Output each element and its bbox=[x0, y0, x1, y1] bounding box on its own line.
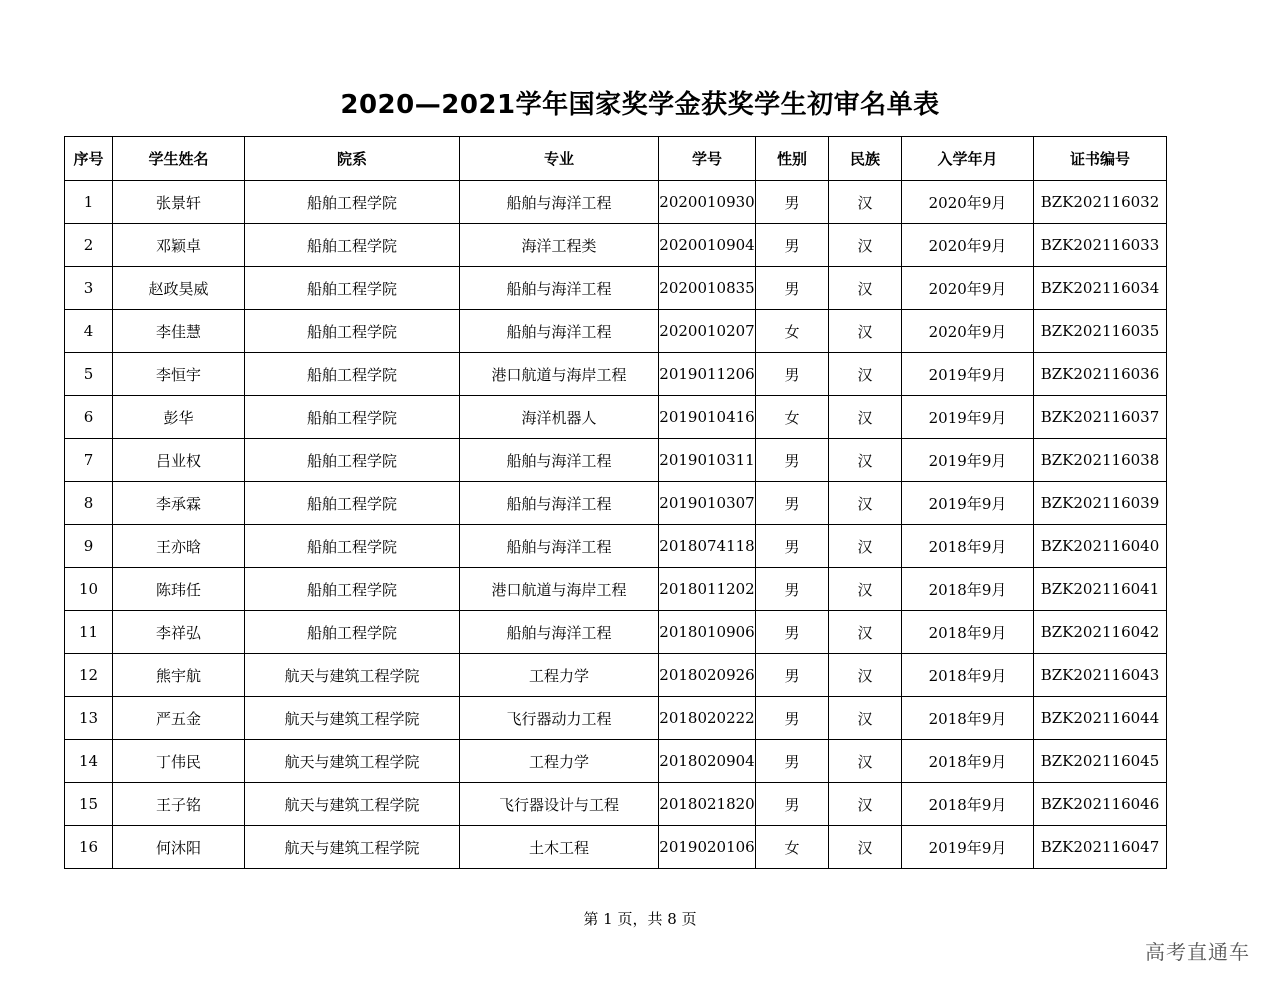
cell-gender: 男 bbox=[756, 224, 829, 267]
header-cell-name: 学生姓名 bbox=[113, 137, 245, 181]
cell-department: 船舶工程学院 bbox=[245, 310, 460, 353]
watermark: 高考直通车 bbox=[1145, 940, 1250, 964]
table-row bbox=[65, 568, 1167, 611]
header-cell-ethnicity: 民族 bbox=[829, 137, 902, 181]
cell-enrollment: 2020年9月 bbox=[902, 181, 1034, 224]
cell-name: 丁伟民 bbox=[113, 740, 245, 783]
scholarship-table bbox=[64, 136, 1167, 869]
cell-enrollment: 2019年9月 bbox=[902, 439, 1034, 482]
cell-ethnicity: 汉 bbox=[829, 396, 902, 439]
cell-student-id: 2018020926 bbox=[659, 654, 756, 697]
cell-ethnicity: 汉 bbox=[829, 568, 902, 611]
cell-gender: 女 bbox=[756, 310, 829, 353]
cell-gender: 男 bbox=[756, 697, 829, 740]
cell-ethnicity: 汉 bbox=[829, 482, 902, 525]
cell-name: 李恒宇 bbox=[113, 353, 245, 396]
cell-student-id: 2019010307 bbox=[659, 482, 756, 525]
cell-certificate: BZK202116042 bbox=[1034, 611, 1167, 654]
cell-department: 航天与建筑工程学院 bbox=[245, 697, 460, 740]
cell-certificate: BZK202116040 bbox=[1034, 525, 1167, 568]
cell-department: 航天与建筑工程学院 bbox=[245, 826, 460, 869]
cell-gender: 男 bbox=[756, 783, 829, 826]
cell-ethnicity: 汉 bbox=[829, 310, 902, 353]
table-row bbox=[65, 353, 1167, 396]
cell-index: 16 bbox=[65, 826, 113, 869]
cell-major: 船舶与海洋工程 bbox=[460, 525, 659, 568]
cell-enrollment: 2018年9月 bbox=[902, 654, 1034, 697]
table-row bbox=[65, 654, 1167, 697]
cell-ethnicity: 汉 bbox=[829, 267, 902, 310]
table-row bbox=[65, 783, 1167, 826]
cell-gender: 女 bbox=[756, 396, 829, 439]
cell-name: 赵政昊威 bbox=[113, 267, 245, 310]
cell-index: 1 bbox=[65, 181, 113, 224]
cell-enrollment: 2018年9月 bbox=[902, 611, 1034, 654]
cell-certificate: BZK202116034 bbox=[1034, 267, 1167, 310]
cell-student-id: 2019010311 bbox=[659, 439, 756, 482]
cell-enrollment: 2018年9月 bbox=[902, 525, 1034, 568]
cell-major: 船舶与海洋工程 bbox=[460, 181, 659, 224]
header-cell-department: 院系 bbox=[245, 137, 460, 181]
header-cell-index: 序号 bbox=[65, 137, 113, 181]
cell-index: 14 bbox=[65, 740, 113, 783]
cell-name: 王子铭 bbox=[113, 783, 245, 826]
table-row bbox=[65, 439, 1167, 482]
cell-ethnicity: 汉 bbox=[829, 439, 902, 482]
header-cell-enrollment: 入学年月 bbox=[902, 137, 1034, 181]
cell-department: 航天与建筑工程学院 bbox=[245, 783, 460, 826]
cell-department: 船舶工程学院 bbox=[245, 525, 460, 568]
cell-index: 13 bbox=[65, 697, 113, 740]
cell-index: 12 bbox=[65, 654, 113, 697]
cell-index: 5 bbox=[65, 353, 113, 396]
cell-gender: 男 bbox=[756, 181, 829, 224]
cell-name: 何沐阳 bbox=[113, 826, 245, 869]
header-cell-gender: 性别 bbox=[756, 137, 829, 181]
cell-student-id: 2020010930 bbox=[659, 181, 756, 224]
cell-student-id: 2019010416 bbox=[659, 396, 756, 439]
table-row bbox=[65, 740, 1167, 783]
table-row bbox=[65, 697, 1167, 740]
cell-name: 熊宇航 bbox=[113, 654, 245, 697]
cell-student-id: 2018010906 bbox=[659, 611, 756, 654]
cell-enrollment: 2020年9月 bbox=[902, 224, 1034, 267]
cell-certificate: BZK202116036 bbox=[1034, 353, 1167, 396]
cell-certificate: BZK202116046 bbox=[1034, 783, 1167, 826]
cell-major: 飞行器设计与工程 bbox=[460, 783, 659, 826]
header-cell-certificate: 证书编号 bbox=[1034, 137, 1167, 181]
cell-major: 海洋机器人 bbox=[460, 396, 659, 439]
cell-ethnicity: 汉 bbox=[829, 740, 902, 783]
header-cell-major: 专业 bbox=[460, 137, 659, 181]
table-body bbox=[65, 181, 1167, 869]
cell-gender: 男 bbox=[756, 482, 829, 525]
table-row bbox=[65, 267, 1167, 310]
cell-gender: 男 bbox=[756, 525, 829, 568]
cell-ethnicity: 汉 bbox=[829, 654, 902, 697]
cell-gender: 男 bbox=[756, 568, 829, 611]
cell-enrollment: 2018年9月 bbox=[902, 697, 1034, 740]
cell-enrollment: 2019年9月 bbox=[902, 482, 1034, 525]
cell-name: 吕业权 bbox=[113, 439, 245, 482]
cell-department: 船舶工程学院 bbox=[245, 568, 460, 611]
cell-department: 船舶工程学院 bbox=[245, 224, 460, 267]
cell-major: 土木工程 bbox=[460, 826, 659, 869]
table-row bbox=[65, 396, 1167, 439]
cell-name: 彭华 bbox=[113, 396, 245, 439]
table-row bbox=[65, 525, 1167, 568]
cell-index: 7 bbox=[65, 439, 113, 482]
cell-certificate: BZK202116037 bbox=[1034, 396, 1167, 439]
cell-department: 船舶工程学院 bbox=[245, 611, 460, 654]
cell-gender: 女 bbox=[756, 826, 829, 869]
cell-enrollment: 2019年9月 bbox=[902, 826, 1034, 869]
table-row bbox=[65, 611, 1167, 654]
cell-student-id: 2018020222 bbox=[659, 697, 756, 740]
cell-ethnicity: 汉 bbox=[829, 181, 902, 224]
cell-certificate: BZK202116047 bbox=[1034, 826, 1167, 869]
table-row bbox=[65, 310, 1167, 353]
table-row bbox=[65, 224, 1167, 267]
cell-department: 船舶工程学院 bbox=[245, 482, 460, 525]
cell-student-id: 2019011206 bbox=[659, 353, 756, 396]
cell-name: 张景轩 bbox=[113, 181, 245, 224]
cell-certificate: BZK202116035 bbox=[1034, 310, 1167, 353]
cell-enrollment: 2019年9月 bbox=[902, 396, 1034, 439]
cell-ethnicity: 汉 bbox=[829, 783, 902, 826]
cell-major: 海洋工程类 bbox=[460, 224, 659, 267]
cell-enrollment: 2018年9月 bbox=[902, 783, 1034, 826]
cell-ethnicity: 汉 bbox=[829, 224, 902, 267]
cell-student-id: 2019020106 bbox=[659, 826, 756, 869]
cell-certificate: BZK202116038 bbox=[1034, 439, 1167, 482]
cell-department: 船舶工程学院 bbox=[245, 439, 460, 482]
cell-index: 10 bbox=[65, 568, 113, 611]
page-title: 2020—2021学年国家奖学金获奖学生初审名单表 bbox=[340, 90, 940, 120]
table-row bbox=[65, 181, 1167, 224]
cell-student-id: 2018074118 bbox=[659, 525, 756, 568]
cell-certificate: BZK202116032 bbox=[1034, 181, 1167, 224]
cell-index: 9 bbox=[65, 525, 113, 568]
cell-department: 航天与建筑工程学院 bbox=[245, 654, 460, 697]
page-number: 第 1 页，共 8 页 bbox=[583, 910, 697, 928]
cell-student-id: 2020010835 bbox=[659, 267, 756, 310]
cell-certificate: BZK202116033 bbox=[1034, 224, 1167, 267]
table-row bbox=[65, 482, 1167, 525]
cell-name: 邓颖卓 bbox=[113, 224, 245, 267]
cell-major: 船舶与海洋工程 bbox=[460, 267, 659, 310]
header-cell-student-id: 学号 bbox=[659, 137, 756, 181]
cell-department: 船舶工程学院 bbox=[245, 181, 460, 224]
cell-certificate: BZK202116041 bbox=[1034, 568, 1167, 611]
cell-gender: 男 bbox=[756, 611, 829, 654]
cell-major: 船舶与海洋工程 bbox=[460, 310, 659, 353]
cell-certificate: BZK202116045 bbox=[1034, 740, 1167, 783]
cell-ethnicity: 汉 bbox=[829, 826, 902, 869]
cell-certificate: BZK202116043 bbox=[1034, 654, 1167, 697]
cell-ethnicity: 汉 bbox=[829, 525, 902, 568]
cell-student-id: 2020010207 bbox=[659, 310, 756, 353]
cell-index: 11 bbox=[65, 611, 113, 654]
table-row bbox=[65, 826, 1167, 869]
cell-certificate: BZK202116044 bbox=[1034, 697, 1167, 740]
cell-major: 工程力学 bbox=[460, 654, 659, 697]
cell-gender: 男 bbox=[756, 267, 829, 310]
cell-ethnicity: 汉 bbox=[829, 611, 902, 654]
cell-major: 飞行器动力工程 bbox=[460, 697, 659, 740]
cell-department: 船舶工程学院 bbox=[245, 267, 460, 310]
cell-ethnicity: 汉 bbox=[829, 353, 902, 396]
cell-enrollment: 2020年9月 bbox=[902, 310, 1034, 353]
cell-major: 船舶与海洋工程 bbox=[460, 482, 659, 525]
cell-major: 船舶与海洋工程 bbox=[460, 611, 659, 654]
cell-student-id: 2018021820 bbox=[659, 783, 756, 826]
cell-student-id: 2020010904 bbox=[659, 224, 756, 267]
cell-index: 6 bbox=[65, 396, 113, 439]
cell-department: 航天与建筑工程学院 bbox=[245, 740, 460, 783]
cell-department: 船舶工程学院 bbox=[245, 396, 460, 439]
cell-index: 15 bbox=[65, 783, 113, 826]
cell-index: 3 bbox=[65, 267, 113, 310]
cell-ethnicity: 汉 bbox=[829, 697, 902, 740]
cell-major: 船舶与海洋工程 bbox=[460, 439, 659, 482]
cell-gender: 男 bbox=[756, 439, 829, 482]
cell-major: 港口航道与海岸工程 bbox=[460, 353, 659, 396]
cell-index: 2 bbox=[65, 224, 113, 267]
header-row bbox=[65, 137, 1167, 181]
cell-gender: 男 bbox=[756, 740, 829, 783]
cell-name: 李祥弘 bbox=[113, 611, 245, 654]
cell-major: 工程力学 bbox=[460, 740, 659, 783]
cell-gender: 男 bbox=[756, 654, 829, 697]
cell-name: 李承霖 bbox=[113, 482, 245, 525]
cell-name: 李佳慧 bbox=[113, 310, 245, 353]
cell-student-id: 2018011202 bbox=[659, 568, 756, 611]
cell-enrollment: 2018年9月 bbox=[902, 568, 1034, 611]
cell-name: 王亦晗 bbox=[113, 525, 245, 568]
cell-department: 船舶工程学院 bbox=[245, 353, 460, 396]
cell-student-id: 2018020904 bbox=[659, 740, 756, 783]
cell-index: 8 bbox=[65, 482, 113, 525]
cell-name: 严五金 bbox=[113, 697, 245, 740]
cell-gender: 男 bbox=[756, 353, 829, 396]
cell-certificate: BZK202116039 bbox=[1034, 482, 1167, 525]
cell-enrollment: 2019年9月 bbox=[902, 353, 1034, 396]
cell-name: 陈玮任 bbox=[113, 568, 245, 611]
cell-index: 4 bbox=[65, 310, 113, 353]
cell-major: 港口航道与海岸工程 bbox=[460, 568, 659, 611]
cell-enrollment: 2020年9月 bbox=[902, 267, 1034, 310]
cell-enrollment: 2018年9月 bbox=[902, 740, 1034, 783]
